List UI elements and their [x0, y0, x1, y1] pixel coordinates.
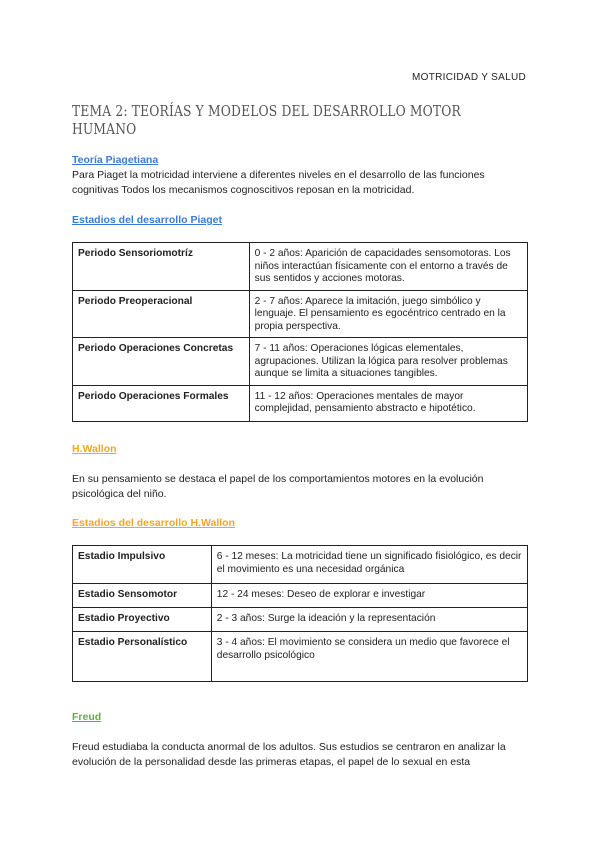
stage-description: 7 - 11 años: Operaciones lógicas elementales, agrupaciones. Utilizan la lógica para resolver problemas aunque se limita a situaciones tangibles.	[249, 338, 527, 386]
stage-name: Periodo Operaciones Concretas	[73, 338, 250, 386]
stage-description: 6 - 12 meses: La motricidad tiene un significado fisiológico, es decir el movimiento es una necesidad orgánica	[211, 546, 527, 584]
stage-description: 3 - 4 años: El movimiento se considera un medio que favorece el desarrollo psicológico	[211, 632, 527, 682]
stage-name: Estadio Proyectivo	[73, 608, 212, 632]
wallon-heading: H.Wallon	[72, 443, 117, 455]
table-row	[73, 385, 528, 421]
piaget-paragraph: Para Piaget la motricidad interviene a diferentes niveles en el desarrollo de las funciones cognitivas Todos los mecanismos cognoscitivos reposan en la motricidad.	[72, 169, 485, 196]
table-row	[73, 243, 528, 291]
freud-paragraph: Freud estudiaba la conducta anormal de los adultos. Sus estudios se centraron en analizar la evolución de la personalidad desde las primeras etapas, el papel de lo sexual en esta	[72, 741, 506, 768]
table-row	[73, 338, 528, 386]
piaget-stages-table	[72, 242, 528, 422]
stage-description: 2 - 7 años: Aparece la imitación, juego simbólico y lenguaje. El pensamiento es egocéntrico centrado en la propia perspectiva.	[249, 290, 527, 338]
table-row	[73, 546, 528, 584]
table-row	[73, 608, 528, 632]
wallon-paragraph: En su pensamiento se destaca el papel de los comportamientos motores en la evolución psicológica del niño.	[72, 473, 484, 500]
table-row	[73, 584, 528, 608]
table-row	[73, 290, 528, 338]
piaget-heading: Teoría Piagetiana	[72, 154, 159, 166]
stage-name: Estadio Impulsivo	[73, 546, 212, 584]
freud-heading: Freud	[72, 711, 102, 723]
stage-description: 12 - 24 meses: Deseo de explorar e investigar	[211, 584, 527, 608]
stage-name: Periodo Operaciones Formales	[73, 385, 250, 421]
stage-name: Estadio Sensomotor	[73, 584, 212, 608]
stage-name: Periodo Preoperacional	[73, 290, 250, 338]
wallon-stages-table	[72, 545, 528, 682]
stage-description: 11 - 12 años: Operaciones mentales de mayor complejidad, pensamiento abstracto e hipotético.	[249, 385, 527, 421]
wallon-stages-heading: Estadios del desarrollo H.Wallon	[72, 517, 235, 529]
stage-description: 0 - 2 años: Aparición de capacidades sensomotoras. Los niños interactúan físicamente con el entorno a través de sus sentidos y acciones motoras.	[249, 243, 527, 291]
stage-description: 2 - 3 años: Surge la ideación y la representación	[211, 608, 527, 632]
document-title: TEMA 2: TEORÍAS Y MODELOS DEL DESARROLLO MOTOR HUMANO	[72, 102, 461, 138]
table-row	[73, 632, 528, 682]
running-header: MOTRICIDAD Y SALUD	[412, 72, 526, 83]
stage-name: Estadio Personalístico	[73, 632, 212, 682]
stage-name: Periodo Sensoriomotríz	[73, 243, 250, 291]
piaget-stages-heading: Estadios del desarrollo Piaget	[72, 214, 222, 226]
